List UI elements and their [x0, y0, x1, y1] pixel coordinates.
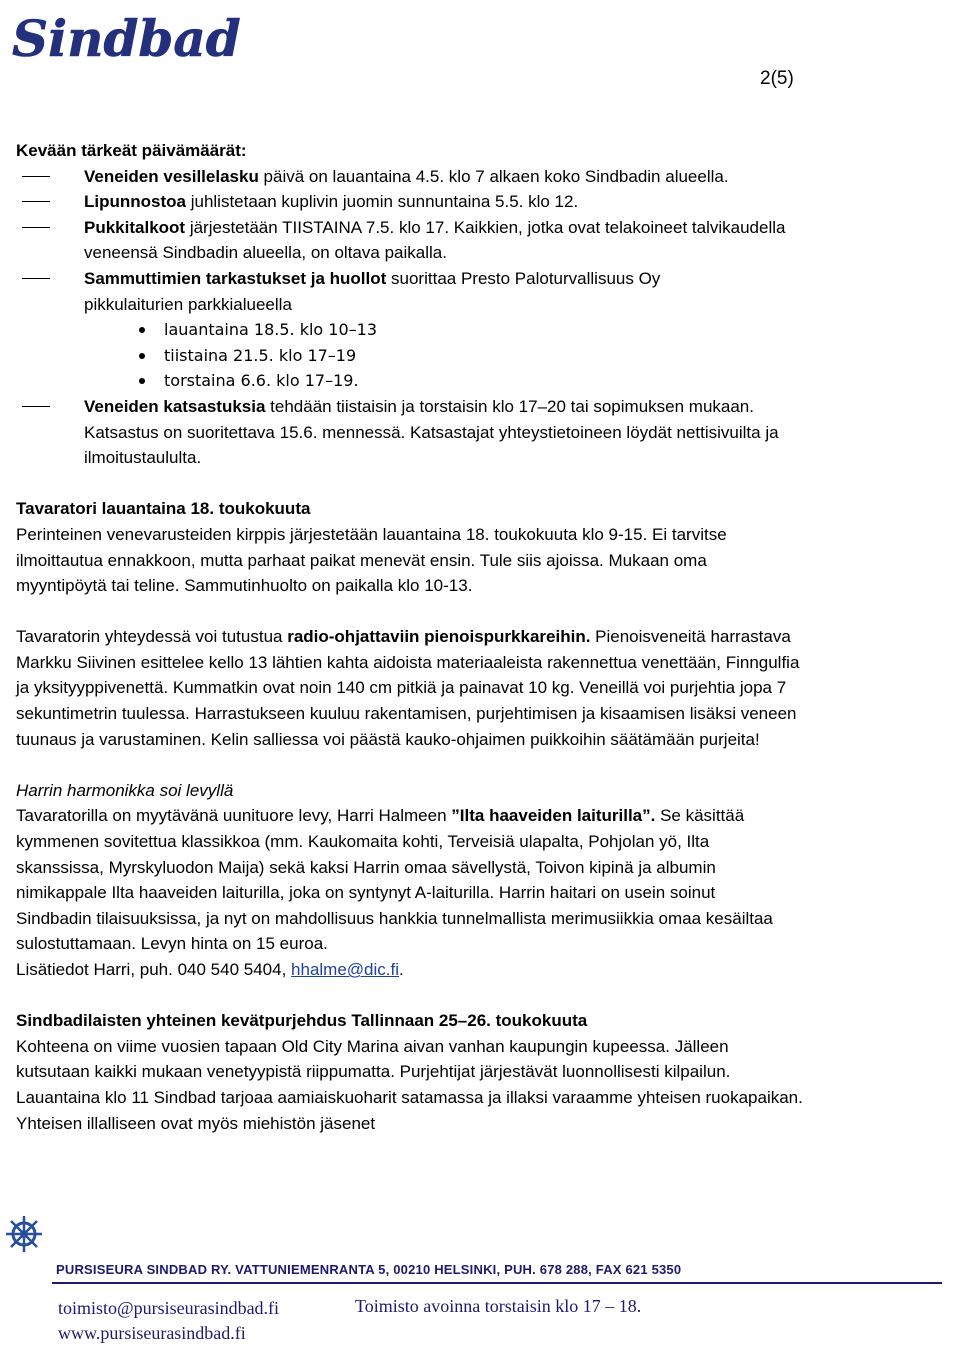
dash-marker — [22, 227, 50, 228]
section-heading: Harrin harmonikka soi levyllä — [16, 780, 234, 800]
ship-wheel-icon — [2, 1208, 46, 1268]
section-tallinn-sail — [16, 1008, 946, 1136]
section-spring-dates — [16, 138, 946, 471]
paragraph: Tavaratorin yhteydessä voi tutustua radio-ohjattaviin pienoispurkkareihin. Pienoisveneitä harrastava Markku Siivinen esittelee kello 13 lähtien kahta aidoista materiaaleista rakennettua venettään, Finngulfia ja yksityyppivenettä. Kummatkin ovat noin 140 cm pitkiä ja painavat 10 kg. Veneillä voi purjehtia jopa 7 sekuntimetrin tuulessa. Harrastukseen kuuluu rakentamisen, purjehtimisen ja kisaamisen lisäksi veneen tuunaus ja varustaminen. Kelin salliessa voi päästä kauko-ohjaimen puikkoihin säätämään purjeita! — [16, 627, 800, 749]
dash-marker — [22, 176, 50, 177]
sub-list-item: torstaina 6.6. klo 17–19. — [16, 368, 946, 394]
footer-address: PURSISEURA SINDBAD RY. VATTUNIEMENRANTA 5, 00210 HELSINKI, PUH. 678 288, FAX 621 5350 — [56, 1262, 682, 1277]
list-item: Lipunnostoa juhlistetaan kuplivin juomin sunnuntaina 5.5. klo 12. — [16, 189, 946, 215]
paragraph: Perinteinen venevarusteiden kirppis järjestetään lauantaina 18. toukokuuta klo 9-15. Ei tarvitse ilmoittautua ennakkoon, mutta parhaat paikat menevät ensin. Tule siis ajoissa. Mukaan oma myyntipöytä tai teline. Sammutinhuolto on paikalla klo 10-13. — [16, 524, 727, 596]
sub-list-item: lauantaina 18.5. klo 10–13 — [16, 317, 946, 343]
list-item: Sammuttimien tarkastukset ja huollot suorittaa Presto Paloturvallisuus Oy pikkulaiturien parkkialueella — [16, 266, 736, 317]
section-flea-market — [16, 496, 946, 752]
email-link[interactable]: hhalme@dic.fi — [291, 960, 399, 979]
section-heading: Kevään tärkeät päivämäärät: — [16, 141, 247, 160]
paragraph: Tavaratorilla on myytävänä uunituore levy, Harri Halmeen ”Ilta haaveiden laiturilla”. Se käsittää kymmenen sovitettua klassikkoa (mm. Kaukomaita kohti, Terveisiä ulapalta, Pohjolan yö, Ilta skanssissa, Myrskyluodon Maija) sekä kaksi Harrin omaa sävellystä, Toivon kipinä ja albumin nimikappale Ilta haaveiden laiturilla, joka on syntynyt A-laiturilla. Harrin haitari on usein soinut Sindbadin tilaisuuksissa, ja nyt on mahdollisuus hankkia tunnelmallista merimusiikkia omaa kesäiltaa sulostuttamaan. Levyn hinta on 15 euroa. — [16, 806, 773, 954]
bullet-icon — [139, 378, 145, 384]
footer-office-hours: Toimisto avoinna torstaisin klo 17 – 18. — [355, 1296, 642, 1316]
contact-line: Lisätiedot Harri, puh. 040 540 5404, hhalme@dic.fi. — [16, 960, 404, 979]
document-body — [16, 138, 946, 1136]
logo-text: Sindbad — [12, 9, 241, 68]
paragraph: Kohteena on viime vuosien tapaan Old City Marina aivan vanhan kaupungin kupeessa. Jälleen kutsutaan kaikki mukaan venetyypistä riippumatta. Purjehtijat järjestävät luonnollisesti kilpailun. Lauantaina klo 11 Sindbad tarjoaa aamiaiskuoharit satamassa ja illaksi varaamme yhteisen ruokapaikan. Yhteisen illalliseen ovat myös miehistön jäsenet — [16, 1036, 803, 1133]
page-number: 2(5) — [760, 68, 794, 89]
bullet-icon — [139, 353, 145, 359]
section-heading: Tavaratori lauantaina 18. toukokuuta — [16, 499, 311, 519]
section-harmonica-album — [16, 778, 946, 983]
sub-list-item: tiistaina 21.5. klo 17–19 — [16, 343, 946, 369]
dash-marker — [22, 278, 50, 279]
list-item: Pukkitalkoot järjestetään TIISTAINA 7.5. klo 17. Kaikkien, jotka ovat telakoineet talvikaudella veneensä Sindbadin alueella, on oltava paikalla. — [16, 215, 796, 266]
dash-marker — [22, 406, 50, 407]
footer-email[interactable]: toimisto@pursiseurasindbad.fi — [58, 1298, 280, 1318]
bullet-icon — [139, 327, 145, 333]
list-item: Veneiden vesillelasku päivä on lauantaina 4.5. klo 7 alkaen koko Sindbadin alueella. — [16, 164, 946, 190]
list-item: Veneiden katsastuksia tehdään tiistaisin ja torstaisin klo 17–20 tai sopimuksen mukaan. Katsastus on suoritettava 15.6. mennessä. Katsastajat yhteystietoineen löydät nettisivuilta ja ilmoitustaululta. — [16, 394, 796, 471]
footer-website[interactable]: www.pursiseurasindbad.fi — [58, 1323, 246, 1343]
footer-divider — [52, 1282, 942, 1284]
footer-contact — [58, 1296, 279, 1346]
dash-marker — [22, 201, 50, 202]
section-heading: Sindbadilaisten yhteinen kevätpurjehdus Tallinnaan 25–26. toukokuuta — [16, 1011, 588, 1031]
sindbad-logo — [10, 6, 241, 68]
